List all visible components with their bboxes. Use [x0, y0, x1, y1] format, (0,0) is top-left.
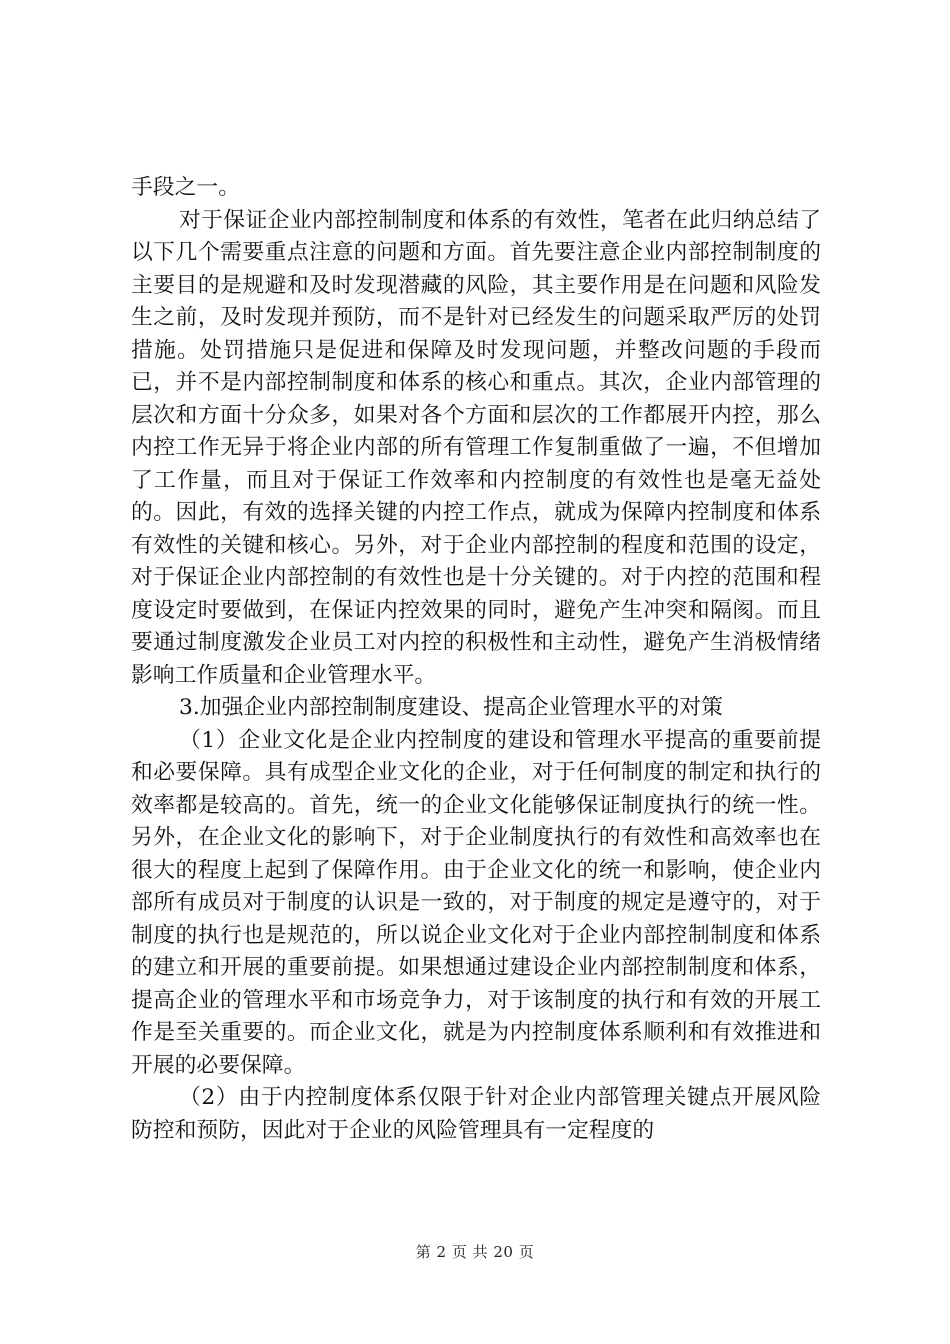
paragraph-enterprise-culture: （1）企业文化是企业内控制度的建设和管理水平提高的重要前提和必要保障。具有成型企业文化的企业，对于任何制度的制定和执行的效率都是较高的。首先，统一的企业文化能够保证制度执行的统一性。另外，在企业文化的影响下，对于企业制度执行的有效性和高效率也在很大的程度上起到了保障作用。由于企业文化的统一和影响，使企业内部所有成员对于制度的认识是一致的，对于制度的规定是遵守的，对于制度的执行也是规范的，所以说企业文化对于企业内部控制制度和体系的建立和开展的重要前提。如果想通过建设企业内部控制制度和体系，提高企业的管理水平和市场竞争力，对于该制度的执行和有效的开展工作是至关重要的。而企业文化，就是为内控制度体系顺利和有效推进和开展的必要保障。: [131, 727, 821, 1078]
section-heading-3: 3.加强企业内部控制制度建设、提高企业管理水平的对策: [179, 695, 723, 720]
paragraph-internal-control-effectiveness: 对于保证企业内部控制制度和体系的有效性，笔者在此归纳总结了以下几个需要重点注意的问题和方面。首先要注意企业内部控制制度的主要目的是规避和及时发现潜藏的风险，其主要作用是在问题和风险发生之前，及时发现并预防，而不是针对已经发生的问题采取严厉的处罚措施。处罚措施只是促进和保障及时发现问题，并整改问题的手段而已，并不是内部控制制度和体系的核心和重点。其次，企业内部管理的层次和方面十分众多，如果对各个方面和层次的工作都展开内控，那么内控工作无异于将企业内部的所有管理工作复制重做了一遍，不但增加了工作量，而且对于保证工作效率和内控制度的有效性也是毫无益处的。因此，有效的选择关键的内控工作点，就成为保障内控制度和体系有效性的关键和核心。另外，对于企业内部控制的程度和范围的设定，对于保证企业内部控制的有效性也是十分关键的。对于内控的范围和程度设定时要做到，在保证内控效果的同时，避免产生冲突和隔阂。而且要通过制度激发企业员工对内控的积极性和主动性，避免产生消极情绪影响工作质量和企业管理水平。: [131, 207, 821, 688]
paragraph-continuation: 手段之一。: [131, 175, 240, 200]
page-footer: 第 2 页 共 20 页: [415, 1243, 535, 1261]
document-body: [131, 172, 821, 1147]
paragraph-risk-management: （2）由于内控制度体系仅限于针对企业内部管理关键点开展风险防控和预防，因此对于企业的风险管理具有一定程度的: [131, 1085, 821, 1143]
